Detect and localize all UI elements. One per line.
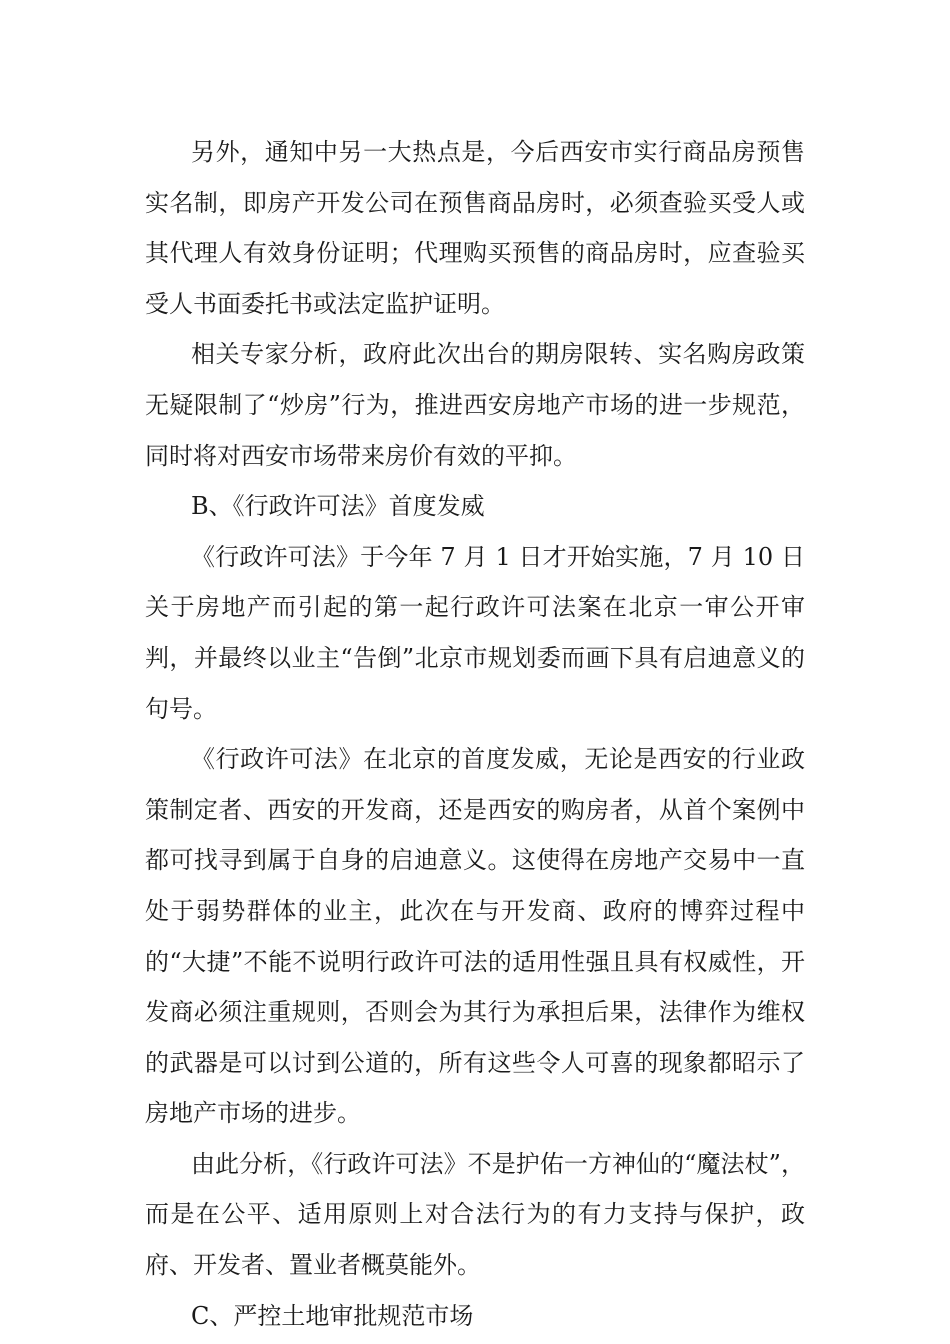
paragraph-real-name-presale: 另外，通知中另一大热点是，今后西安市实行商品房预售实名制，即房产开发公司在预售商品房时，必须查验买受人或其代理人有效身份证明；代理购买预售的商品房时，应查验买受人书面委托书或法定监护证明。: [145, 138, 805, 318]
paragraph-law-conclusion: 由此分析，《行政许可法》不是护佑一方神仙的“魔法杖”，而是在公平、适用原则上对合法行为的有力支持与保护，政府、开发者、置业者概莫能外。: [145, 1149, 805, 1280]
document-body: [145, 127, 805, 1341]
section-heading-c: C、严控土地审批规范市场: [191, 1301, 474, 1330]
section-heading-b: B、《行政许可法》首度发威: [191, 492, 485, 521]
paragraph-expert-analysis: 相关专家分析，政府此次出台的期房限转、实名购房政策无疑限制了“炒房”行为，推进西安房地产市场的进一步规范，同时将对西安市场带来房价有效的平抑。: [145, 340, 805, 470]
paragraph-law-implementation: 《行政许可法》于今年 7 月 1 日才开始实施，7 月 10 日关于房地产而引起的第一起行政许可法案在北京一审公开审判，并最终以业主“告倒”北京市规划委而画下具有启迪意义的句号。: [145, 542, 805, 723]
paragraph-law-significance: 《行政许可法》在北京的首度发威，无论是西安的行业政策制定者、西安的开发商，还是西安的购房者，从首个案例中都可找寻到属于自身的启迪意义。这使得在房地产交易中一直处于弱势群体的业主，此次在与开发商、政府的博弈过程中的“大捷”不能不说明行政许可法的适用性强且具有权威性，开发商必须注重规则，否则会为其行为承担后果，法律作为维权的武器是可以讨到公道的，所有这些令人可喜的现象都昭示了房地产市场的进步。: [145, 745, 805, 1128]
